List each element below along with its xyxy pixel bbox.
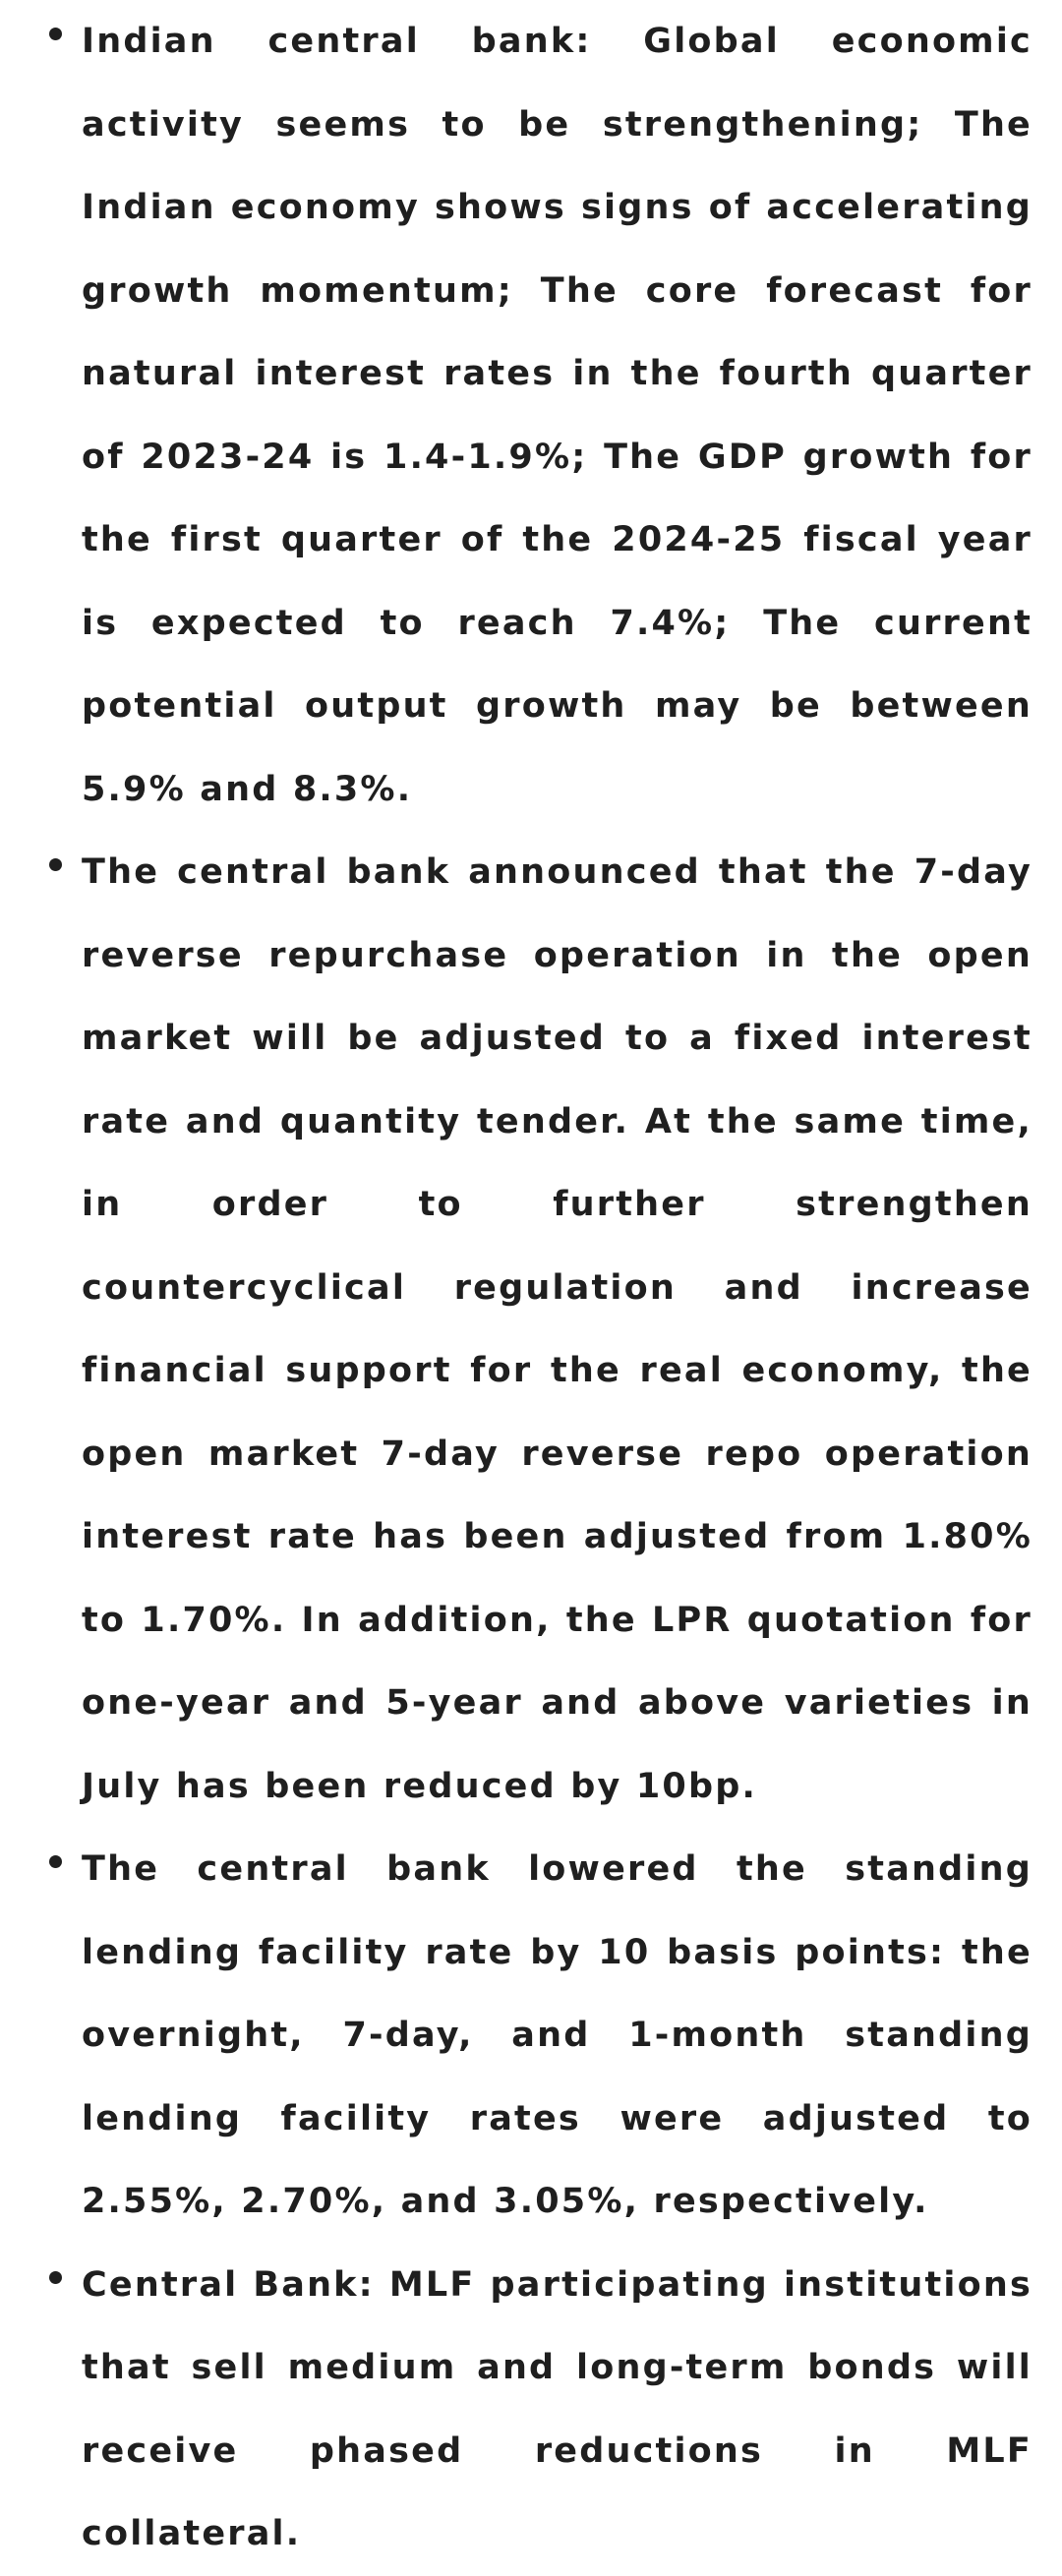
list-item [0, 831, 1032, 1828]
list-item [0, 0, 1032, 831]
bullet-icon [49, 1855, 62, 1868]
news-text: The central bank lowered the standing lending facility rate by 10 basis points: the overnight, 7-day, and 1-month standing lending facility rates were adjusted to 2.55%, 2.70%, and 3.05%, respectively. [82, 1849, 1032, 2221]
news-text: The central bank announced that the 7-day reverse repurchase operation in the open market will be adjusted to a fixed interest rate and quantity tender. At the same time, in order to further strengthen countercyclical regulation and increase financial support for the real economy, the open market 7-day reverse repo operation interest rate has been adjusted from 1.80% to 1.70%. In addition, the LPR quotation for one-year and 5-year and above varieties in July has been reduced by 10bp. [82, 852, 1032, 1806]
list-item [0, 1828, 1032, 2244]
bullet-icon [49, 858, 62, 871]
bullet-icon [49, 28, 62, 40]
news-text: Indian central bank: Global economic activity seems to be strengthening; The Indian economy shows signs of accelerating growth momentum; The core forecast for natural interest rates in the fourth quarter of 2023-24 is 1.4-1.9%; The GDP growth for the first quarter of the 2024-25 fiscal year is expected to reach 7.4%; The current potential output growth may be between 5.9% and 8.3%. [82, 22, 1032, 809]
bullet-icon [49, 2271, 62, 2284]
news-text: Central Bank: MLF participating institutions that sell medium and long-term bonds will receive phased reductions in MLF collateral. [82, 2264, 1032, 2553]
list-item [0, 2244, 1032, 2576]
